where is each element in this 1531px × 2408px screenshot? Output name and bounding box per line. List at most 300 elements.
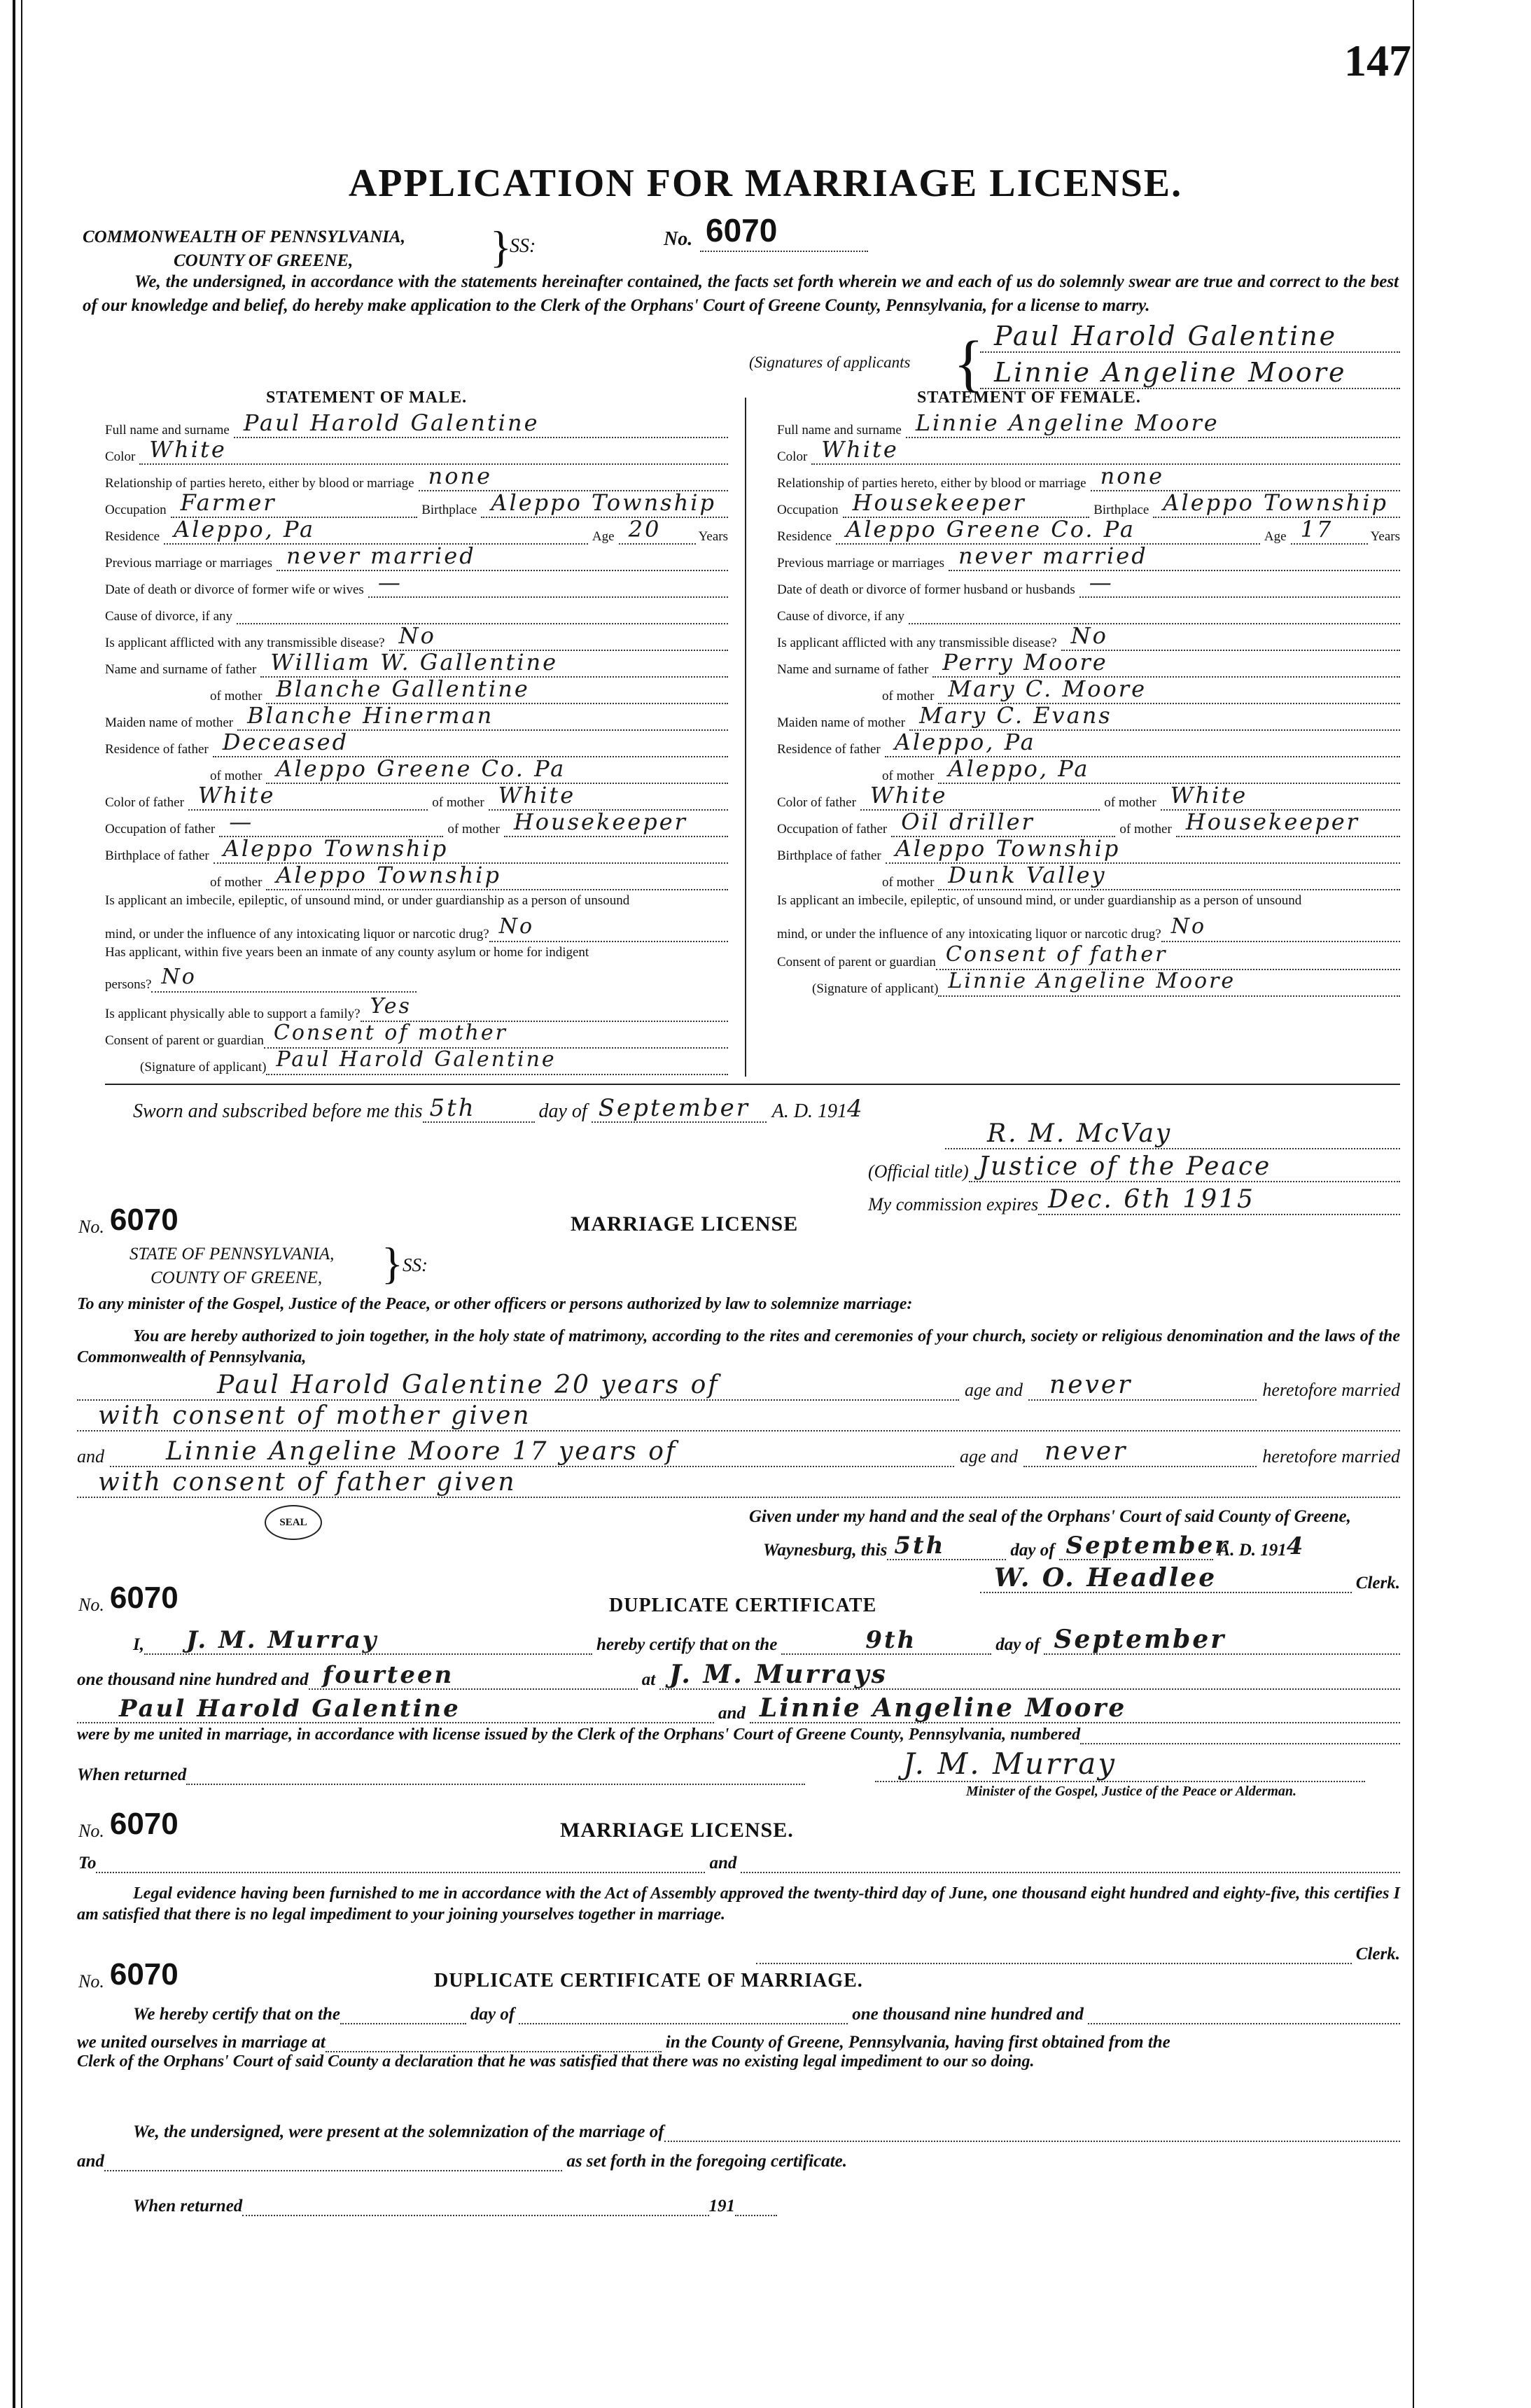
license-day: 5th	[894, 1532, 946, 1560]
consent-field	[264, 1022, 728, 1049]
row-value: none	[428, 463, 493, 489]
license-clerk-field	[980, 1561, 1352, 1593]
row-value: Aleppo, Pa	[948, 755, 1090, 782]
official-title: Justice of the Peace	[978, 1152, 1272, 1181]
asylum-answer-field	[151, 966, 417, 993]
license-male-status: never	[1049, 1371, 1133, 1399]
dup-marriage-line1c: one thousand nine hundred and	[852, 2005, 1084, 2024]
witness-text-1: We, the undersigned, were present at the solemnization of the marriage of	[133, 2122, 664, 2141]
statement-row	[777, 678, 1400, 704]
row-value-2-field	[481, 490, 728, 518]
applicant-signature-field	[938, 970, 1400, 997]
license-age-and-1: age and	[965, 1380, 1023, 1400]
applicant-signature-field	[266, 1049, 728, 1075]
row-value: —	[377, 569, 403, 596]
page-number: 147	[1344, 36, 1411, 85]
official-title-field	[969, 1150, 1400, 1182]
female-applicant-signature: Linnie Angeline Moore	[994, 357, 1347, 388]
jurisdiction-line-1: COMMONWEALTH OF PENNSYLVANIA,	[83, 227, 405, 246]
row-value-field	[219, 809, 443, 837]
statement-row	[777, 598, 1400, 624]
license-state-block	[130, 1242, 334, 1290]
statement-row	[777, 571, 1400, 598]
row-value: Aleppo Greene Co. Pa	[846, 516, 1135, 542]
license-heretofore-2: heretofore married	[1262, 1446, 1400, 1466]
license-female-line	[77, 1435, 1400, 1467]
row-value: Aleppo, Pa	[174, 516, 316, 542]
row-value-field	[266, 862, 728, 890]
row-value-2: Housekeeper	[1185, 808, 1359, 835]
row-label: of mother	[210, 689, 263, 704]
row-value: Dunk Valley	[948, 862, 1107, 888]
statement-row	[105, 678, 728, 704]
signatures-label: (Signatures of applicants	[749, 354, 911, 371]
row-label: Maiden name of mother	[105, 715, 234, 730]
row-value: —	[229, 808, 254, 835]
row-value-2: Aleppo Township	[491, 489, 716, 516]
license-ad: A. D. 191	[1218, 1541, 1287, 1560]
sworn-day-field	[423, 1091, 535, 1123]
row-value-field	[213, 729, 728, 757]
witness-when-returned: When returned	[133, 2197, 243, 2216]
row-label-2: of mother	[1104, 795, 1156, 810]
row-label: Occupation of father	[777, 822, 888, 836]
dup-marriage-line-3: Clerk of the Orphans' Court of said County a declaration that he was satisfied that there was no existing legal impediment to our so doing.	[77, 2052, 1035, 2071]
jurisdiction-line-2: COUNTY OF GREENE,	[174, 251, 354, 270]
imbecile-question-1: Is applicant an imbecile, epileptic, of unsound mind, or under guardianship as a person of unsound	[105, 893, 630, 908]
right-margin-line	[1413, 0, 1414, 2408]
row-value: none	[1100, 463, 1165, 489]
application-no-label: No.	[664, 228, 693, 250]
consent-label: Consent of parent or guardian	[777, 955, 936, 969]
dup-marriage-line2b: in the County of Greene, Pennsylvania, having first obtained from the	[665, 2033, 1170, 2052]
row-value-field	[938, 756, 1400, 784]
official-title-label: (Official title)	[868, 1161, 969, 1182]
row-label: of mother	[210, 769, 263, 783]
ss-label: SS:	[510, 235, 536, 257]
row-value: No	[398, 622, 436, 649]
license2-title: MARRIAGE LICENSE.	[560, 1819, 794, 1842]
statement-row	[105, 864, 728, 890]
statement-row	[105, 491, 728, 518]
applicant-signature-label: (Signature of applicant)	[812, 981, 939, 996]
consent-row	[105, 1023, 728, 1049]
male-heading: STATEMENT OF MALE.	[266, 388, 468, 407]
dup-marriage-no-label: No.	[78, 1971, 104, 1991]
license2-to-field	[96, 1847, 705, 1873]
duplicate-day: 9th	[865, 1626, 917, 1654]
license-ss: SS:	[403, 1254, 428, 1275]
official-signature-line	[945, 1120, 1400, 1149]
license-state-line-1: STATE OF PENNSYLVANIA,	[130, 1245, 335, 1264]
row-label: Residence	[105, 529, 160, 544]
sworn-prefix: Sworn and subscribed before me this	[133, 1100, 423, 1122]
row-value-field	[171, 490, 418, 518]
row-value: Housekeeper	[852, 489, 1026, 516]
row-value-field	[1061, 623, 1400, 651]
license-male-line	[77, 1368, 1400, 1401]
row-value-field	[139, 437, 728, 465]
official-title-line	[868, 1152, 1400, 1182]
row-value-2-field	[489, 783, 728, 811]
row-label: Previous marriage or marriages	[777, 556, 944, 570]
commission-value: Dec. 6th 1915	[1048, 1185, 1255, 1214]
row-label-2: Age	[592, 529, 615, 544]
sworn-month-field	[592, 1091, 767, 1123]
duplicate-line-2	[77, 1658, 1400, 1690]
duplicate-and-label: and	[718, 1704, 746, 1723]
license2-text: Legal evidence having been furnished to me in accordance with the Act of Assembly approved the twenty-third day of June, one thousand eight hundred and eighty-five, this certifies I am satisfied that there is no legal impediment to your joining yourselves together in marriage.	[77, 1884, 1400, 1924]
license2-number: 6070	[109, 1807, 179, 1841]
application-title: APPLICATION FOR MARRIAGE LICENSE.	[348, 162, 1183, 205]
witness-text-2: as set forth in the foregoing certificate.	[566, 2152, 847, 2171]
row-value-2: 20	[628, 516, 662, 542]
sworn-line	[133, 1092, 1400, 1123]
sworn-day: 5th	[429, 1094, 476, 1122]
duplicate-place-field	[659, 1656, 1400, 1690]
row-label: of mother	[882, 769, 935, 783]
license-male-entry-field	[77, 1367, 959, 1401]
statement-row	[777, 757, 1400, 784]
row-value: Deceased	[222, 729, 349, 755]
statement-row	[777, 784, 1400, 811]
witness-field-2	[104, 2145, 562, 2171]
duplicate-number-row	[78, 1583, 179, 1616]
row-value-field	[389, 623, 728, 651]
support-question: Is applicant physically able to support a family?	[105, 1007, 361, 1021]
license2-number-row	[78, 1809, 179, 1842]
jurisdiction-block	[83, 225, 405, 273]
applicant-signature-label: (Signature of applicant)	[140, 1060, 267, 1074]
witness-year-field	[735, 2191, 777, 2216]
row-value-field	[932, 650, 1400, 678]
imbecile-answer: No	[1170, 914, 1207, 939]
witness-and: and	[77, 2152, 104, 2171]
license-male-entry: Paul Harold Galentine 20 years of	[217, 1371, 720, 1399]
row-label: Birthplace of father	[777, 848, 881, 863]
row-value-field	[1091, 463, 1400, 491]
statement-row	[777, 438, 1400, 465]
sworn-rule	[105, 1084, 1400, 1085]
license-female-consent-line	[77, 1469, 1400, 1498]
license-female-entry: Linnie Angeline Moore 17 years of	[166, 1437, 678, 1466]
duplicate-month-field	[1044, 1621, 1400, 1655]
row-label: Occupation	[777, 503, 839, 517]
row-value-2: Aleppo Township	[1163, 489, 1388, 516]
dup-marriage-number: 6070	[109, 1957, 179, 1991]
duplicate-hereby: hereby certify that on the	[596, 1635, 778, 1654]
statement-row	[105, 624, 728, 651]
jurisdiction-brace: }	[490, 222, 512, 272]
license-brace: }	[382, 1238, 403, 1288]
row-value-field	[843, 490, 1090, 518]
duplicate-returned-field	[186, 1756, 805, 1785]
row-value-field	[938, 862, 1400, 890]
row-value: —	[1089, 569, 1114, 596]
row-value: Paul Harold Galentine	[243, 410, 540, 436]
row-label: Relationship of parties hereto, either by blood or marriage	[105, 476, 414, 491]
license2-no-label: No.	[78, 1821, 104, 1841]
dup-marriage-title: DUPLICATE CERTIFICATE OF MARRIAGE.	[434, 1970, 863, 1991]
row-value: Aleppo Township	[895, 835, 1121, 862]
row-label: of mother	[210, 875, 263, 890]
duplicate-when-returned: When returned	[77, 1765, 187, 1784]
row-label: Previous marriage or marriages	[105, 556, 272, 570]
court-seal: SEAL	[265, 1505, 322, 1540]
imbecile-answer-field	[489, 916, 728, 942]
license-clerk-signature: W. O. Headlee	[994, 1563, 1217, 1592]
row-label: of mother	[882, 875, 935, 890]
consent-value: Consent of mother	[273, 1021, 508, 1045]
row-value-field	[237, 703, 728, 731]
row-value-field	[906, 410, 1400, 438]
row-value: White	[869, 782, 948, 808]
witness-line-2	[77, 2146, 847, 2171]
row-label: Date of death or divorce of former husband or husbands	[777, 582, 1075, 597]
license2-to-line	[78, 1847, 1400, 1873]
statement-row	[777, 491, 1400, 518]
statement-row	[105, 465, 728, 491]
row-label: Occupation	[105, 503, 167, 517]
license-male-consent: with consent of mother given	[98, 1401, 531, 1430]
imbecile-answer-field	[1161, 916, 1400, 942]
statement-row	[105, 757, 728, 784]
duplicate-line-4	[77, 1719, 1400, 1744]
row-value-2-field	[619, 517, 696, 545]
license-male-status-field	[1028, 1367, 1257, 1401]
support-answer-field	[361, 995, 728, 1022]
statement-row	[777, 864, 1400, 890]
license-month: September	[1065, 1532, 1230, 1560]
row-value-field	[891, 809, 1115, 837]
statement-row	[105, 837, 728, 864]
license-given-line: Given under my hand and the seal of the Orphans' Court of said County of Greene,	[749, 1507, 1351, 1526]
witness-returned-line	[133, 2191, 777, 2216]
female-signature-line	[980, 357, 1400, 389]
row-value-field	[260, 650, 728, 678]
statement-row	[105, 542, 728, 571]
row-value: White	[197, 782, 276, 808]
duplicate-groom: Paul Harold Galentine	[119, 1695, 461, 1723]
license-and-label: and	[77, 1446, 104, 1466]
sworn-day-of: day of	[538, 1100, 587, 1122]
statement-row	[777, 704, 1400, 731]
row-label: Cause of divorce, if any	[105, 609, 233, 624]
row-value-field	[909, 703, 1400, 731]
asylum-question-2: persons?	[105, 977, 152, 992]
row-value-field	[836, 517, 1260, 545]
row-value-field	[237, 596, 728, 624]
sworn-month: September	[598, 1094, 750, 1122]
duplicate-signature-line	[875, 1746, 1365, 1782]
row-value-2: White	[498, 782, 576, 808]
row-label-2: of mother	[432, 795, 484, 810]
male-applicant-signature: Paul Harold Galentine	[994, 321, 1338, 351]
consent-label: Consent of parent or guardian	[105, 1033, 264, 1048]
row-label: Is applicant afflicted with any transmissible disease?	[777, 636, 1057, 650]
row-value: William W. Gallentine	[270, 649, 559, 676]
dup-marriage-line-1	[133, 1999, 1400, 2024]
row-value-field	[164, 517, 588, 545]
row-value-2: Housekeeper	[513, 808, 687, 835]
license-female-consent-field	[77, 1467, 1400, 1498]
support-answer: Yes	[370, 994, 412, 1018]
row-value-field	[1079, 570, 1400, 598]
statement-row	[105, 438, 728, 465]
duplicate-month: September	[1054, 1625, 1226, 1654]
dup-marriage-day-field	[340, 1999, 466, 2024]
row-value: Aleppo Township	[223, 835, 449, 862]
duplicate-i-label: I,	[133, 1635, 144, 1654]
applicant-signature-row	[105, 1047, 728, 1075]
witness-field-1	[664, 2115, 1400, 2142]
duplicate-united: were by me united in marriage, in accordance with license issued by the Clerk of the Orphans' Court of Greene County, Pennsylvania, numbered	[77, 1726, 1081, 1744]
license-month-field	[1059, 1528, 1230, 1560]
license-day-of: day of	[1010, 1541, 1055, 1560]
applicant-signature: Linnie Angeline Moore	[948, 969, 1236, 993]
row-label-2: Birthplace	[421, 503, 477, 517]
sworn-year-digit: 4	[847, 1095, 865, 1123]
consent-field	[936, 944, 1400, 970]
license2-clerk-line	[756, 1939, 1400, 1964]
row-label: Occupation of father	[105, 822, 216, 836]
row-value-2-field	[1176, 809, 1400, 837]
row-value: Blanche Hinerman	[247, 702, 494, 729]
row-value: Farmer	[180, 489, 277, 516]
license-heretofore-1: heretofore married	[1262, 1380, 1400, 1400]
row-label: Full name and surname	[777, 423, 902, 438]
row-value: Mary C. Moore	[948, 676, 1147, 702]
statement-row	[777, 808, 1400, 837]
statement-row	[777, 542, 1400, 571]
duplicate-title: DUPLICATE CERTIFICATE	[609, 1595, 877, 1616]
row-label: Full name and surname	[105, 423, 230, 438]
row-value: Mary C. Evans	[919, 702, 1112, 729]
duplicate-numbered-field	[1080, 1718, 1400, 1744]
asylum-question-1: Has applicant, within five years been an inmate of any county asylum or home for indigent	[105, 945, 589, 960]
row-label: Birthplace of father	[105, 848, 209, 863]
application-intro: We, the undersigned, in accordance with the statements hereinafter contained, the facts set forth wherein we and each of us do solemnly swear are true and correct to the best of our knowledge and belief, do hereby make application to the Clerk of the Orphans' Court of Greene County, Pennsylvania, for a license to marry.	[83, 272, 1399, 315]
statement-row	[105, 704, 728, 731]
statement-row	[777, 518, 1400, 545]
dup-marriage-line2a: we united ourselves in marriage at	[77, 2033, 326, 2052]
row-value-field	[938, 676, 1400, 704]
statement-row	[105, 598, 728, 624]
row-label: Cause of divorce, if any	[777, 609, 905, 624]
row-label: Name and surname of father	[777, 662, 929, 677]
row-value-field	[909, 596, 1400, 624]
imbecile-question-2: mind, or under the influence of any intoxicating liquor or narcotic drug?	[105, 927, 489, 941]
row-value-field	[277, 543, 728, 571]
license-female-entry-field	[110, 1434, 954, 1467]
duplicate-year-field	[309, 1658, 638, 1690]
row-value-field	[419, 463, 728, 491]
row-value: No	[1070, 622, 1108, 649]
row-value-field	[234, 410, 728, 438]
license-date-line	[763, 1528, 1400, 1560]
statement-row	[105, 784, 728, 811]
statement-row	[105, 651, 728, 678]
statement-row	[777, 624, 1400, 651]
license2-clerk-label: Clerk.	[1355, 1945, 1400, 1963]
license-authorize: You are hereby authorized to join together, in the holy state of matrimony, according to the rites and ceremonies of your church, society or religious denomination and the laws of the Commonwealth of Pennsylvania,	[77, 1327, 1400, 1366]
row-value: Blanche Gallentine	[276, 676, 530, 702]
duplicate-at-label: at	[641, 1670, 656, 1689]
row-value: Aleppo Township	[276, 862, 501, 888]
imbecile-answer: No	[498, 914, 535, 939]
statement-row	[105, 731, 728, 757]
applicant-signature: Paul Harold Galentine	[276, 1047, 557, 1072]
license-number: 6070	[109, 1203, 179, 1237]
duplicate-year-words: fourteen	[322, 1661, 454, 1689]
duplicate-day-of: day of	[995, 1635, 1040, 1654]
consent-value: Consent of father	[945, 942, 1168, 967]
duplicate-officiant-field	[144, 1623, 592, 1655]
license2-and-label: and	[709, 1854, 737, 1872]
row-value: Aleppo, Pa	[894, 729, 1036, 755]
duplicate-thousand: one thousand nine hundred and	[77, 1670, 309, 1689]
license-female-status-field	[1023, 1434, 1257, 1467]
imbecile-answer-row	[777, 914, 1400, 942]
row-value: Perry Moore	[942, 649, 1108, 676]
row-value-2-field	[1153, 490, 1400, 518]
row-value-field	[214, 836, 728, 864]
license-day-field	[887, 1528, 1006, 1560]
row-value-2-field	[1161, 783, 1400, 811]
row-value: Aleppo Greene Co. Pa	[276, 755, 566, 782]
application-number-field	[700, 212, 868, 252]
support-row	[105, 994, 728, 1022]
duplicate-returned-line	[77, 1757, 805, 1785]
license-no-label: No.	[78, 1217, 104, 1237]
row-value-field	[266, 676, 728, 704]
license-to-line: To any minister of the Gospel, Justice of the Peace, or other officers or persons authorized by law to solemnize marriage:	[77, 1295, 913, 1313]
row-label: Relationship of parties hereto, either by blood or marriage	[777, 476, 1086, 491]
row-value-field	[811, 437, 1400, 465]
license2-to-label: To	[78, 1854, 97, 1872]
row-value: Oil driller	[901, 808, 1035, 835]
row-value-field	[860, 783, 1100, 811]
imbecile-answer-row	[105, 914, 728, 942]
license-place: Waynesburg, this	[763, 1541, 888, 1560]
license2-and-field	[741, 1845, 1400, 1873]
dup-marriage-line-2	[77, 2027, 1400, 2052]
row-label: Color	[777, 449, 808, 464]
license-year-digit: 4	[1286, 1532, 1306, 1560]
sworn-ad: A. D. 191	[771, 1100, 848, 1122]
left-border-line-inner	[21, 0, 22, 2408]
row-value-2-field	[504, 809, 728, 837]
statement-row	[777, 731, 1400, 757]
asylum-answer-row	[105, 967, 417, 993]
row-suffix: Years	[698, 529, 728, 544]
commission-field	[1038, 1183, 1400, 1215]
license-female-status: never	[1044, 1437, 1128, 1466]
duplicate-no-label: No.	[78, 1595, 104, 1615]
duplicate-place: J. M. Murrays	[669, 1660, 888, 1689]
witness-year-prefix: 191	[708, 2197, 735, 2216]
row-suffix: Years	[1370, 529, 1400, 544]
row-label: Residence of father	[777, 742, 881, 757]
signatures-brace: {	[953, 329, 984, 398]
dup-marriage-month-field	[519, 1999, 848, 2024]
dup-marriage-number-row	[78, 1957, 179, 1992]
female-heading: STATEMENT OF FEMALE.	[917, 388, 1141, 407]
row-value-field	[949, 543, 1400, 571]
row-label: Color of father	[777, 795, 856, 810]
statement-row	[105, 518, 728, 545]
dup-marriage-year-field	[1088, 1998, 1400, 2024]
